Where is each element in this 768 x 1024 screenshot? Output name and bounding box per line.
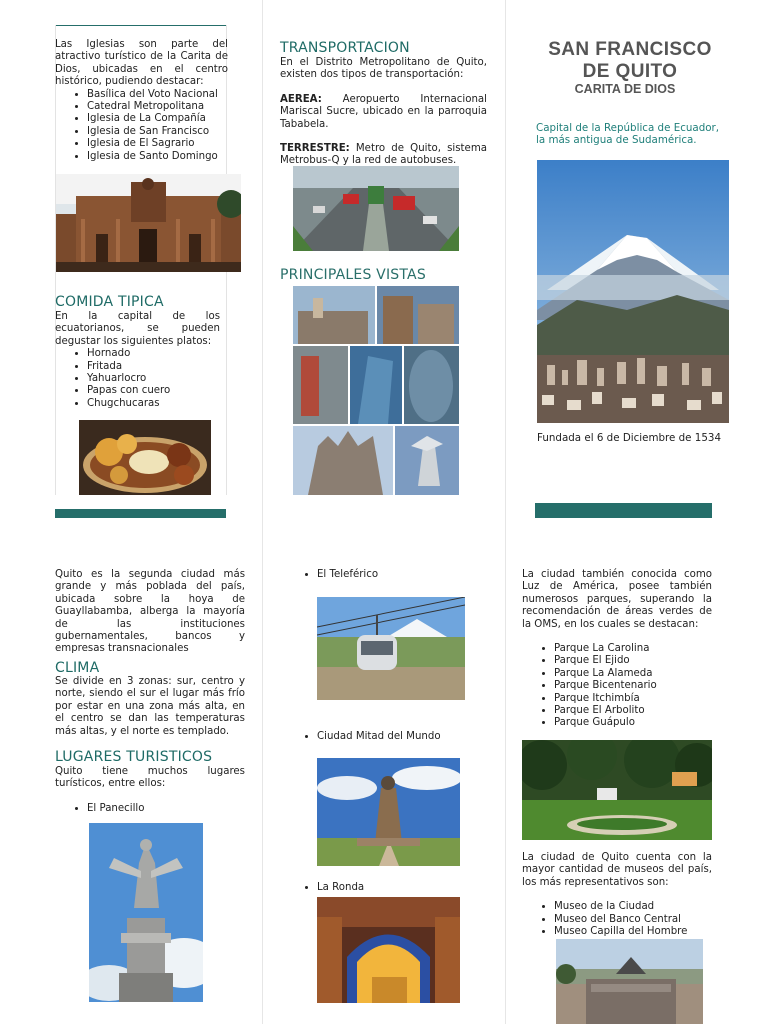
list-item: • El Panecillo <box>87 803 245 815</box>
places-list <box>55 803 245 815</box>
column-divider <box>262 0 263 1024</box>
list-item: • La Ronda <box>317 882 485 894</box>
teal-bar <box>55 509 226 518</box>
churches-list <box>55 89 228 163</box>
page-title <box>530 39 730 83</box>
list-item: • Basílica del Voto Nacional <box>87 89 228 101</box>
lugares-text: Quito tiene muchos lugares turísticos, entre ellos: <box>55 766 245 790</box>
clima-heading: CLIMA <box>55 660 100 676</box>
food-text: En la capital de los ecuatorianos, se pueden degustar los siguientes platos: <box>55 311 220 347</box>
list-item: • Parque Itchimbía <box>554 693 712 705</box>
list-item: • El Teleférico <box>317 569 485 581</box>
list-item: • Museo de la Ciudad <box>554 901 712 913</box>
teleferico-photo <box>317 597 465 700</box>
list-item: • Iglesia de El Sagrario <box>87 138 228 150</box>
list-item: • Fritada <box>87 361 220 373</box>
transport-text: En el Distrito Metropolitano de Quito, existen dos tipos de transportación: <box>280 57 487 81</box>
top-rule <box>55 25 226 26</box>
park-photo <box>522 740 712 840</box>
list-item: • Iglesia de La Compañía <box>87 113 228 125</box>
la-ronda-photo <box>317 897 460 1003</box>
list-item: • Iglesia de San Francisco <box>87 126 228 138</box>
teal-bar <box>535 503 712 518</box>
cotopaxi-photo <box>537 160 729 423</box>
subtitle: CARITA DE DIOS <box>574 82 676 96</box>
views-heading: PRINCIPALES VISTAS <box>280 267 426 283</box>
list-item: • Ciudad Mitad del Mundo <box>317 731 485 743</box>
column-divider <box>505 0 506 1024</box>
museum-photo <box>556 939 703 1024</box>
places-list <box>285 882 485 894</box>
list-item: • Hornado <box>87 348 220 360</box>
parks-list <box>522 643 712 730</box>
quito-intro: Quito es la segunda ciudad más grande y más poblada del país, ubicada sobre la hoya de Guayllabamba, alberga la mayoría de las instituciones gubernamentales, bancos y empresas transnacionales <box>55 569 245 655</box>
transport-heading: TRANSPORTACION <box>280 40 410 56</box>
list-item: • Iglesia de Santo Domingo <box>87 151 228 163</box>
transport-photo <box>293 166 459 251</box>
church-photo <box>56 174 241 272</box>
museums-text: La ciudad de Quito cuenta con la mayor cantidad de museos del país, los más representativos son: <box>522 852 712 888</box>
list-item: • Parque La Alameda <box>554 668 712 680</box>
list-item: • Museo Capilla del Hombre <box>554 926 712 938</box>
list-item: • Yahuarlocro <box>87 373 220 385</box>
terrestre-text: Metro de Quito, sistema Metrobus-Q y la red de autobuses. <box>280 143 487 167</box>
list-item: • Museo del Banco Central <box>554 914 712 926</box>
founded-text: Fundada el 6 de Diciembre de 1534 <box>537 432 721 444</box>
views-collage <box>293 286 459 495</box>
title-line-2: DE QUITO <box>582 61 678 82</box>
museums-list <box>522 901 712 938</box>
list-item: • Parque La Carolina <box>554 643 712 655</box>
places-list <box>285 569 485 581</box>
list-item: • Catedral Metropolitana <box>87 101 228 113</box>
places-list <box>285 731 485 743</box>
list-item: • Parque El Arbolito <box>554 705 712 717</box>
mitad-del-mundo-photo <box>317 758 460 866</box>
churches-intro: Las Iglesias son parte del atractivo turístico de la Carita de Dios, ubicadas en el centro histórico, pudiendo destacar: <box>55 39 228 88</box>
list-item: • Parque El Ejido <box>554 655 712 667</box>
list-item: • Parque Guápulo <box>554 717 712 729</box>
title-line-1: SAN FRANCISCO <box>548 39 712 60</box>
parks-text: La ciudad también conocida como Luz de América, posee también numerosos parques, superando la recomendación de áreas verdes de la OMS, en los cuales se destacan: <box>522 569 712 630</box>
aerea-paragraph <box>280 94 487 131</box>
lugares-heading: LUGARES TURISTICOS <box>55 749 213 765</box>
list-item: • Chugchucaras <box>87 398 220 410</box>
aerea-label: AEREA: <box>280 93 322 105</box>
food-photo <box>79 420 211 495</box>
list-item: • Papas con cuero <box>87 385 220 397</box>
clima-text: Se divide en 3 zonas: sur, centro y norte, siendo el sur el lugar más frío por estar en una zona más alta, en el centro se dan las temperaturas más altas, y el norte es templado. <box>55 676 245 737</box>
terrestre-paragraph <box>280 143 487 168</box>
terrestre-label: TERRESTRE: <box>280 143 350 155</box>
food-list <box>55 348 220 410</box>
food-heading: COMIDA TIPICA <box>55 294 164 310</box>
list-item: • Parque Bicentenario <box>554 680 712 692</box>
panecillo-photo <box>89 823 203 1002</box>
tagline: Capital de la República de Ecuador, la más antigua de Sudamérica. <box>536 122 720 147</box>
aerea-text: Aeropuerto Internacional Mariscal Sucre, ubicado en la parroquia Tababela. <box>280 93 487 130</box>
